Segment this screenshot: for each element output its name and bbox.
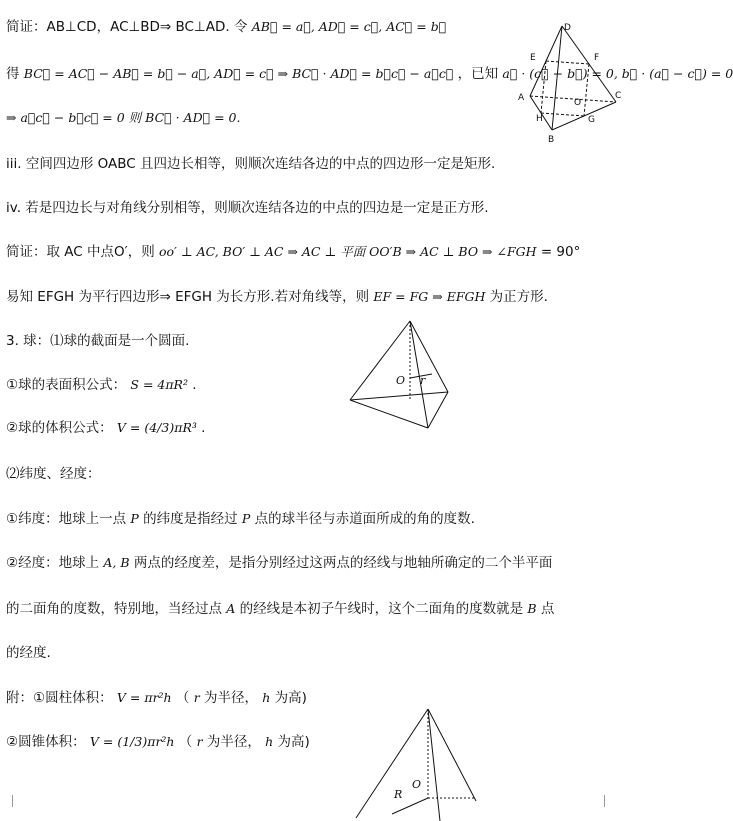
- label-G: G: [588, 115, 595, 125]
- proof-line-4: [6, 240, 580, 260]
- math: V = (4/3)πR³: [116, 420, 197, 435]
- text: 的经度.: [6, 645, 51, 661]
- text: iii. 空间四边形 OABC 且四边长相等，则顺次连结各边的中点的四边形一定是矩形.: [6, 156, 496, 172]
- cone-volume-formula: [6, 730, 310, 750]
- text: 为半径，: [203, 690, 258, 706]
- section-sphere: [6, 329, 189, 349]
- text: 简证：取 AC 中点O′，则: [6, 244, 155, 260]
- math: P: [241, 511, 251, 526]
- longitude-definition-1: [6, 551, 552, 571]
- text: .: [201, 420, 206, 436]
- text: 为正方形.: [489, 289, 548, 305]
- text: 为高): [277, 734, 310, 750]
- label-O: O: [574, 98, 582, 108]
- statement-iv: [6, 196, 489, 216]
- text: ①球的表面积公式：: [6, 377, 127, 393]
- tetrahedron-midpoint-figure: [512, 18, 626, 148]
- text: .: [192, 377, 197, 393]
- latlong-heading: [6, 462, 101, 482]
- label-O: O: [396, 374, 406, 387]
- text: ，已知: [457, 66, 499, 82]
- proof-line-1: [6, 15, 446, 35]
- label-C: C: [615, 91, 622, 101]
- math: V = (1/3)πr²h: [89, 734, 175, 749]
- sphere-volume-formula: [6, 416, 205, 436]
- text: （: [178, 734, 193, 750]
- math: r: [196, 734, 203, 749]
- math: ⇒ a⃗c⃗ − b⃗c⃗ = 0 则 BC⃗ · AD⃗ = 0.: [6, 110, 241, 125]
- cylinder-volume-formula: [6, 686, 307, 706]
- math: A: [226, 601, 236, 616]
- pyramid-sphere-figure: [346, 318, 454, 434]
- page-corner-mark-left: [0, 795, 13, 807]
- math: EF = FG ⇒ EFGH: [373, 289, 486, 304]
- math: P: [130, 511, 139, 526]
- math: a⃗ · (c⃗ − b⃗) = 0, b⃗ · (a⃗ − c⃗) = 0: [502, 66, 733, 81]
- math: A, B: [103, 555, 130, 570]
- text: 两点的经度差，是指分别经过这两点的经线与地轴所确定的二个半平面: [133, 555, 553, 571]
- math: r: [193, 690, 200, 705]
- text: 易知 EFGH 为平行四边形⇒ EFGH 为长方形.若对角线等，则: [6, 289, 370, 305]
- text: iv. 若是四边长与对角线分别相等，则顺次连结各边的中点的四边是一定是正方形.: [6, 200, 489, 216]
- text: ②球的体积公式：: [6, 420, 113, 436]
- label-B: B: [548, 135, 555, 145]
- cone-figure: [352, 706, 480, 821]
- text: 得: [6, 66, 20, 82]
- text: 的二面角的度数，特别地，当经过点: [6, 601, 222, 617]
- math: BC⃗ = AC⃗ − AB⃗ = b⃗ − a⃗, AD⃗ = c⃗ ⇒ BC⃗ · AD⃗ = b⃗c⃗ − a⃗c⃗: [23, 66, 454, 81]
- proof-line-5: [6, 285, 548, 305]
- math: AB⃗ = a⃗, AD⃗ = c⃗, AC⃗ = b⃗: [251, 19, 447, 34]
- text: = 90°: [540, 244, 581, 260]
- page-corner-mark-right: [604, 795, 617, 807]
- statement-iii: [6, 152, 495, 172]
- label-E: E: [530, 53, 536, 63]
- text: 3. 球：⑴球的截面是一个圆面.: [6, 333, 190, 349]
- text: （: [175, 690, 190, 706]
- math: S = 4πR²: [130, 377, 188, 392]
- text: 点: [540, 601, 555, 617]
- label-r: r: [420, 374, 426, 387]
- text: 简证：AB⊥CD，AC⊥BD⇒ BC⊥AD. 令: [6, 19, 248, 35]
- text: ①纬度：地球上一点: [6, 511, 127, 527]
- label-O: O: [412, 778, 422, 791]
- text: ⑵纬度、经度：: [6, 466, 101, 482]
- text: ②经度：地球上: [6, 555, 100, 571]
- longitude-definition-2: [6, 597, 554, 617]
- label-R: R: [394, 788, 403, 801]
- latitude-definition: [6, 507, 475, 527]
- math: h: [262, 690, 271, 705]
- label-A: A: [518, 93, 525, 103]
- text: ②圆锥体积：: [6, 734, 86, 750]
- text: 的经线是本初子午线时，这个二面角的度数就是: [239, 601, 524, 617]
- math: B: [527, 601, 537, 616]
- math: oo′ ⊥ AC, BO′ ⊥ AC ⇒ AC ⊥ 平面 OO′B ⇒ AC ⊥ BO ⇒ ∠FGH: [159, 244, 537, 259]
- text: 的纬度是指经过: [143, 511, 238, 527]
- math: h: [265, 734, 274, 749]
- text: 点的球半径与赤道面所成的角的度数.: [254, 511, 475, 527]
- text: 为高): [274, 690, 307, 706]
- label-F: F: [594, 53, 600, 63]
- text: 为半径，: [206, 734, 261, 750]
- label-D: D: [564, 23, 571, 33]
- sphere-area-formula: [6, 373, 197, 393]
- label-H: H: [536, 114, 543, 124]
- math: V = πr²h: [116, 690, 172, 705]
- text: 附：①圆柱体积：: [6, 690, 113, 706]
- proof-line-3: [6, 108, 240, 126]
- longitude-definition-3: [6, 641, 51, 661]
